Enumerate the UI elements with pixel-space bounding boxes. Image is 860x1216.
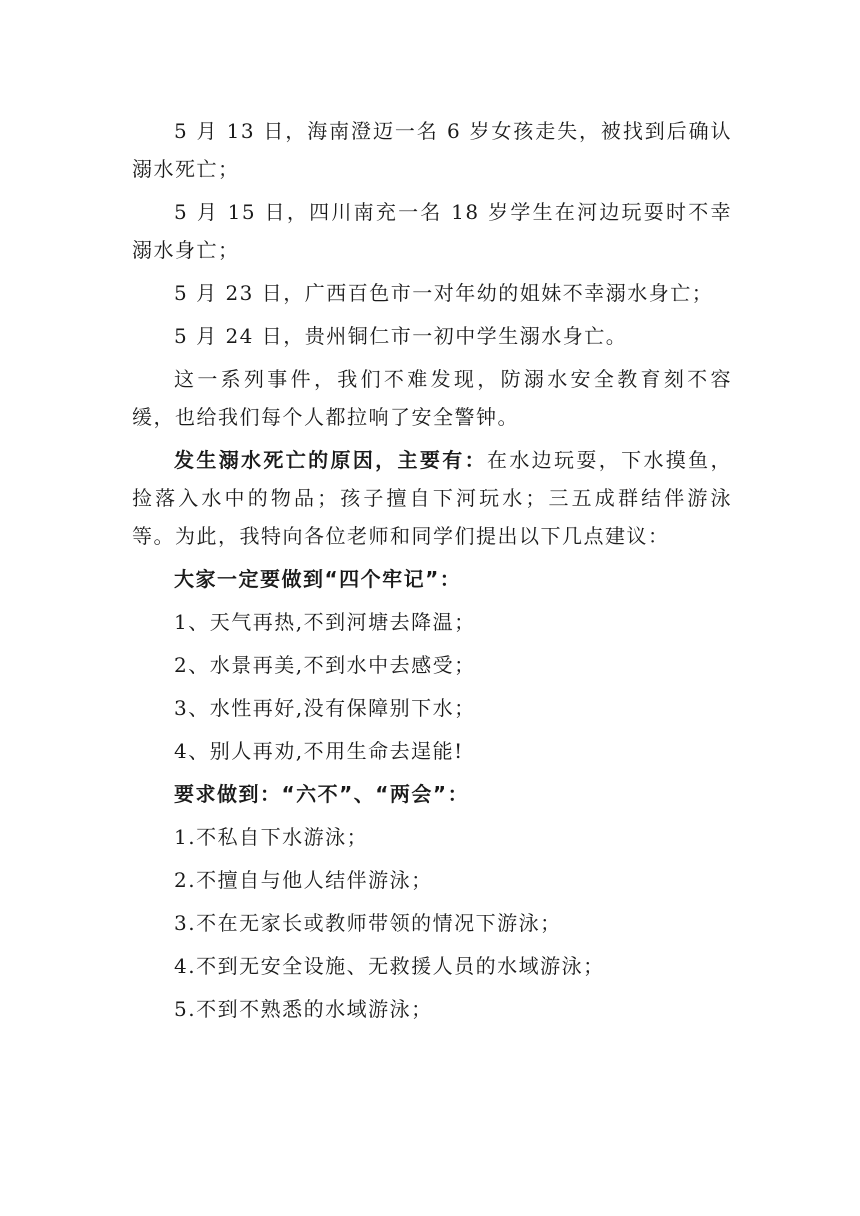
heading-six-nots-two-cans: 要求做到：“六不”、“两会”： (174, 782, 470, 806)
requirement-item-4: 4.不到无安全设施、无救援人员的水域游泳； (174, 954, 605, 978)
requirement-item-5: 5.不到不熟悉的水域游泳； (174, 997, 433, 1021)
causes-text: 在水边玩耍，下水摸鱼，捡落入水中的物品；孩子擅自下河玩水；三五成群结伴游泳等。为此，我特向各位老师和同学们提出以下几点建议： (132, 448, 733, 548)
causes-heading: 发生溺水死亡的原因，主要有： (174, 448, 487, 472)
paragraph-causes (132, 441, 732, 555)
rule-item-1: 1、天气再热,不到河塘去降温； (174, 610, 476, 634)
requirement-item-3: 3.不在无家长或教师带领的情况下游泳； (174, 911, 562, 935)
document-page (132, 112, 732, 1028)
heading-four-remembers: 大家一定要做到“四个牢记”： (174, 567, 462, 591)
rule-item-3: 3、水性再好,没有保障别下水； (174, 696, 476, 720)
rule-item-4: 4、别人再劝,不用生命去逞能! (174, 739, 464, 763)
paragraph-summary: 这一系列事件，我们不难发现，防溺水安全教育刻不容缓，也给我们每个人都拉响了安全警钟。 (132, 367, 732, 429)
paragraph-may-24: 5 月 24 日，贵州铜仁市一初中学生溺水身亡。 (174, 324, 628, 348)
paragraph-may-13: 5 月 13 日，海南澄迈一名 6 岁女孩走失，被找到后确认溺水死亡； (132, 119, 732, 181)
paragraph-may-15: 5 月 15 日，四川南充一名 18 岁学生在河边玩耍时不幸溺水身亡； (132, 200, 732, 262)
requirement-item-2: 2.不擅自与他人结伴游泳； (174, 868, 433, 892)
paragraph-may-23: 5 月 23 日，广西百色市一对年幼的姐妹不幸溺水身亡； (174, 281, 714, 305)
requirement-item-1: 1.不私自下水游泳； (174, 825, 369, 849)
rule-item-2: 2、水景再美,不到水中去感受； (174, 653, 476, 677)
